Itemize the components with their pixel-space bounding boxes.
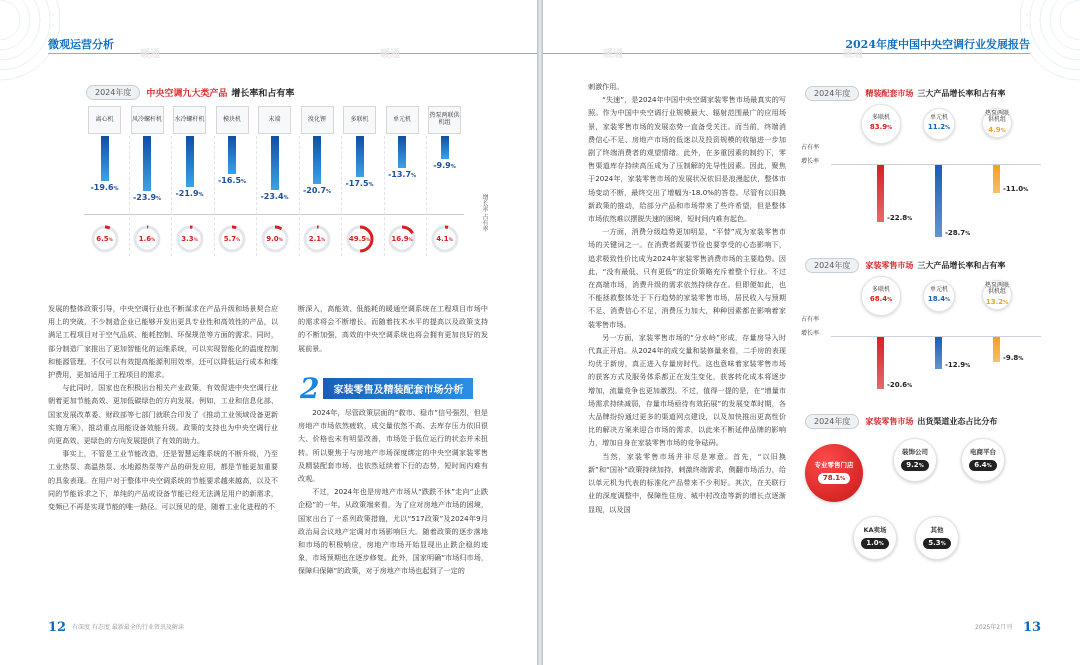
- axis-line: [84, 214, 464, 215]
- growth-bar: [993, 337, 1000, 362]
- share-ring: [90, 224, 120, 254]
- growth-label: [340, 179, 380, 188]
- share-pill: [984, 126, 1009, 136]
- category-label: 热泵两联供机组: [428, 106, 461, 134]
- growth-value-label: [945, 229, 970, 237]
- share-axis-label: 占有率: [801, 144, 820, 151]
- chart-title-black: 三大产品增长率和占有率: [917, 88, 1006, 98]
- chart-title-red: 家装零售市场: [865, 260, 914, 270]
- year-tag: 2024年度: [805, 414, 859, 429]
- category-label: 溴化锂: [301, 106, 334, 134]
- share-ring: [302, 224, 332, 254]
- paragraph: 不过，2024年也是房地产市场从“跌跌不休”走向“止跌企稳”的一年。从政策端来看，为了应对房地产市场的困境，国家出台了一系列政策措施，尤以“517政策”及2024年9月政治局会议地产定调对市场影响巨大。随着政策的逐步落地和市场的积极响应，房地产市场开始显现出止跌企稳的迹象，市场预期也在逐步修复。此外，国家明确“市场归市场，保障归保障”的政策，对于房地产市场也起到了一定的: [298, 487, 488, 576]
- share-pill: [924, 295, 954, 305]
- channel-value: 78.1: [822, 473, 841, 482]
- growth-value: -13.7: [387, 169, 412, 179]
- product-circle: [861, 276, 901, 316]
- precision-market-chart: [801, 104, 1046, 244]
- percent-sign: %: [887, 297, 893, 304]
- share-value-wrap: [345, 224, 375, 254]
- chart-title-black: 出货渠道业态占比分布: [917, 416, 998, 426]
- growth-bar: [935, 337, 942, 369]
- column-divider: [341, 136, 342, 256]
- percent-sign: %: [108, 236, 113, 242]
- right-body-column: [588, 80, 786, 516]
- growth-value-label: [945, 361, 970, 369]
- percent-sign: %: [1018, 355, 1024, 362]
- percent-sign: %: [236, 236, 241, 242]
- share-ring: [132, 224, 162, 254]
- body-column-2-top: [298, 302, 488, 355]
- growth-value: -20.7: [302, 186, 327, 196]
- category-label: 末端: [258, 106, 291, 134]
- paragraph: 发展的整体政策引导，中央空调行业也不断谋求在产品升级和场景契合应用上的突破，不少制造企业已能够开发出更具专业性和高效性的产品，以满足工程项目对于空气品质、能耗控制、环保规范等方面的需求。同时，部分制造厂家推出了更加智能化的运维系统，可以实现智能化的温度控制和能源管理，不仅可以有效提高能源利用效率，还可以降低运行成本和维护费用，更加适用于工程项目的需求。: [48, 304, 278, 380]
- growth-label: [382, 170, 422, 179]
- percent-sign: %: [366, 236, 371, 242]
- growth-bar: [877, 337, 884, 389]
- growth-value: -17.5: [345, 178, 369, 188]
- share-ring: [260, 224, 290, 254]
- percent-sign: %: [278, 236, 283, 242]
- percent-sign: %: [156, 196, 162, 203]
- channel-pill: [923, 538, 950, 549]
- column-divider: [256, 136, 257, 256]
- channel-bubble: [893, 438, 937, 482]
- column-divider: [214, 136, 215, 256]
- percent-sign: %: [448, 236, 453, 242]
- axis-side-label: 增长率 占有率: [481, 194, 488, 232]
- product-circle: [923, 108, 955, 140]
- growth-value: -12.9: [945, 361, 966, 370]
- decorative-swirl-icon: [0, 0, 70, 120]
- growth-bar: [993, 165, 1000, 193]
- watermark: 暖通: [380, 49, 400, 60]
- growth-value-label: [887, 214, 912, 222]
- growth-value: -20.6: [887, 380, 908, 389]
- category-label: 单元机: [386, 106, 419, 134]
- percent-sign: %: [840, 475, 846, 482]
- growth-bar: [441, 136, 449, 159]
- paragraph: 2024年，尽管政策层面的“救市、稳市”信号强烈，但是房地产市场依然疲软，成交量依然不高、去库存压力依旧很大、价格也未有明显改善，市场处于低位运行的状态并未扭转。所以聚焦于与房地产市场深度绑定的中央空调家装零售及精装配套市场，也依然延续着下行的态势，短时间内难有改观。: [298, 408, 488, 484]
- channel-name: 专业零售门店: [814, 461, 854, 470]
- percent-sign: %: [411, 172, 417, 179]
- channel-bubble: [961, 438, 1005, 482]
- share-value-wrap: [175, 224, 205, 254]
- growth-label: [297, 186, 337, 195]
- share-value-wrap: [302, 224, 332, 254]
- product-circle: [982, 108, 1012, 138]
- chart-title-black: 增长率和占有率: [231, 88, 295, 99]
- growth-bar: [877, 165, 884, 222]
- channel-bubble: [915, 516, 959, 560]
- share-value: 83.9: [869, 123, 888, 132]
- channel-pill: [969, 460, 996, 471]
- growth-label: [255, 192, 295, 201]
- product-name: 多联机: [871, 113, 890, 121]
- growth-value: -28.7: [945, 228, 966, 237]
- product-name: 多联机: [871, 285, 890, 293]
- share-value: 11.2: [927, 123, 946, 132]
- channel-value: 1.0: [866, 538, 879, 547]
- share-value: 4.9: [988, 125, 1001, 134]
- growth-bar: [313, 136, 321, 184]
- share-value: 2.1: [308, 235, 322, 243]
- left-page: [0, 0, 537, 665]
- channel-value: 6.4: [974, 460, 987, 469]
- chart-title-red: 中央空调九大类产品: [146, 88, 228, 99]
- growth-value: -9.9: [433, 160, 451, 170]
- category-label: 离心机: [88, 106, 121, 134]
- share-ring: [345, 224, 375, 254]
- column-divider: [171, 136, 172, 256]
- chart-title-red: 家装零售市场: [865, 416, 914, 426]
- share-value: 4.1: [436, 235, 449, 243]
- category-label: 模块机: [216, 106, 249, 134]
- retail-chart-title: [805, 258, 1005, 272]
- percent-sign: %: [241, 179, 247, 186]
- share-value-wrap: [217, 224, 247, 254]
- share-value: 5.7: [223, 235, 237, 243]
- product-circle: [923, 280, 955, 312]
- growth-value: -22.8: [887, 214, 908, 222]
- growth-bar: [271, 136, 279, 190]
- paragraph: 另一方面，家装零售市场的“分水岭”形成，存量房导入时代真正开启。从2024年的成交量和装修量来看，二手房的表现均优于新房，真正进入存量房时代。这也意味着家装零售市场的获客方式及服务体系都正在发生变化，获客转化成本将逐步增加，流量竞争也更加激烈。不过，值得一提的是，在“增量市场需求持续减弱，存量市场亟待有效拓展”的发展变革时期，各大品牌纷纷通过更多的渠道网点建设，以及加快推出更高性价比的解决方案来迎合市场的需求，以此来不断延伸品牌的影响力，增加自身在家装零售市场的竞争砝码。: [588, 332, 786, 448]
- percent-sign: %: [151, 236, 156, 242]
- column-divider: [129, 136, 130, 256]
- share-axis-label: 占有率: [801, 316, 820, 323]
- percent-sign: %: [965, 363, 971, 370]
- growth-label: [170, 189, 210, 198]
- growth-bar: [398, 136, 406, 168]
- paragraph: 当然，家装零售市场并非尽是寒意。首先，“以旧换新”和“国补”政策持续加持，刺激终端需求，侧翻市场活力，给以单元机为代表的标准化产品带来不少利好。其次，在关联行业的深度调整中，保障性住房、城中村改造等新的增长点逐渐显现，以及国: [588, 451, 786, 514]
- category-label: 风冷螺杆机: [131, 106, 164, 134]
- percent-sign: %: [945, 297, 951, 304]
- year-tag: 2024年度: [86, 85, 140, 100]
- growth-value: -19.6: [90, 183, 114, 193]
- section-title: 家装零售及精装配套市场分析: [323, 378, 473, 399]
- growth-value: -23.9: [132, 193, 157, 203]
- column-divider: [299, 136, 300, 256]
- percent-sign: %: [1003, 299, 1009, 306]
- page-number: 13: [1023, 620, 1042, 635]
- growth-bar: [935, 165, 942, 237]
- growth-axis-label: 增长率: [801, 158, 820, 165]
- share-value-wrap: [260, 224, 290, 254]
- percent-sign: %: [940, 540, 946, 547]
- chart1-title: [86, 84, 294, 100]
- channel-distribution-chart: [801, 432, 1046, 572]
- percent-sign: %: [918, 462, 924, 469]
- growth-bar: [228, 136, 236, 174]
- share-value: 13.2: [985, 297, 1004, 306]
- precision-chart-title: [805, 86, 1005, 100]
- share-pill: [924, 123, 954, 133]
- share-value: 49.5: [348, 235, 367, 243]
- percent-sign: %: [198, 191, 204, 198]
- paragraph: 一方面，消费分级趋势更加明显，“平替”成为家装零售市场的关键词之一。在消费者既要节俭也要享受的心态影响下，追求极致性价比成为2024年家装零售消费市场的主要趋势。因此，“没有最低、只有更低”的定价策略充斥着整个行业。不过在高端市场，消费升级的需求依然持续存在。但即便如此，也不能拯救整体处于下行趋势的家装零售市场，居民收入与预期不足、消费信心不足，消费压力加大，种种因素都在影响着家装零售市场。: [588, 227, 786, 329]
- share-value-wrap: [132, 224, 162, 254]
- channel-name: 其他: [930, 526, 944, 535]
- growth-axis-label: 增长率: [801, 330, 820, 337]
- percent-sign: %: [283, 195, 289, 202]
- page-number: 12: [48, 620, 67, 635]
- share-value: 16.9: [391, 235, 409, 243]
- share-value: 3.3: [181, 235, 194, 243]
- retail-market-chart: [801, 276, 1046, 406]
- channel-name: 装饰公司: [902, 448, 928, 457]
- growth-value: -9.8: [1003, 353, 1019, 362]
- watermark: 暖通: [603, 49, 623, 60]
- category-label: 多联机: [343, 106, 376, 134]
- year-tag: 2024年度: [805, 258, 859, 273]
- growth-value: -23.4: [260, 192, 284, 202]
- product-name: 热泵两联供机组: [984, 109, 1009, 124]
- product-name: 热泵两联供机组: [984, 281, 1009, 296]
- percent-sign: %: [907, 216, 913, 222]
- percent-sign: %: [450, 163, 456, 170]
- column-divider: [384, 136, 385, 256]
- product-name: 单元机: [929, 113, 948, 121]
- percent-sign: %: [887, 125, 893, 132]
- growth-value-label: [1003, 185, 1028, 193]
- right-page: [543, 0, 1080, 665]
- category-label: 水冷螺杆机: [173, 106, 206, 134]
- channel-value: 5.3: [928, 538, 941, 547]
- share-value: 18.4: [927, 295, 946, 304]
- paragraph: 与此同时，国家也在积极出台相关产业政策，有效促进中央空调行业朝着更加节能高效、更加低碳绿色的方向发展。例如，工业和信息化部、国家发展改革委、财政部等七部门就联合印发了《推动工业领域设备更新实施方案》，推动重点用能设备效能升级。政策的支持也为中央空调行业向更高效、更绿色的方向发展提供了有效的助力。: [48, 383, 278, 446]
- percent-sign: %: [408, 236, 413, 242]
- growth-bar: [356, 136, 364, 177]
- share-value: 1.6: [138, 235, 152, 243]
- share-pill: [982, 298, 1012, 308]
- share-value: 9.0: [266, 235, 279, 243]
- paragraph: “失速”，是2024年中国中央空调家装零售市场最真实的写照。作为中国中央空调行业规模最大、辐射范围最广的应用场景，家装零售市场的发展态势一直备受关注。而当前，终端消费信心不足、房地产市场的低迷以及投资规模的收缩进一步加剧了终端消费者的观望情绪。此外，在多重因素的制约下，零售渠道库存持续高压成为了压制解的先导性因素。因此，聚焦于2024年，家装零售市场的发展状况依旧是浪漫起伏，整体市场变动不断，最终交出了增幅为-18.0%的答卷。尽管有以旧换新政策的推动，给部分产品和市场带来了些许希望，但是整体市场依然难以摆脱失速的困境，短时间内难有起色。: [588, 95, 786, 224]
- nine-category-chart: [84, 106, 488, 261]
- chart-title-black: 三大产品增长率和占有率: [917, 260, 1006, 270]
- watermark: 暖通: [843, 49, 863, 60]
- growth-label: [212, 176, 252, 185]
- percent-sign: %: [878, 540, 884, 547]
- paragraph: 事实上，不管是工业节能改造，还是智慧运维系统的不断升级，乃至工业热泵、高温热泵、水地源热泵等产品的研发应用，都是节能更加重要的具象表现。在用户对于整体中央空调系统的节能要求越来越高，以及不同的节能诉求之下，单纯的产品或设备节能已经无法满足用户的新需求，变频已不再是实现节能的唯一路径。可以预见的是，随着工业化进程的不: [48, 449, 278, 512]
- channel-pill: [818, 473, 850, 484]
- percent-sign: %: [113, 186, 119, 193]
- section-number: 2: [300, 372, 320, 405]
- percent-sign: %: [321, 236, 326, 242]
- share-ring: [430, 224, 460, 254]
- channel-name: KA卖场: [863, 526, 887, 535]
- share-value-wrap: [430, 224, 460, 254]
- report-header: 2024年度中国中央空调行业发展报告: [845, 38, 1030, 51]
- percent-sign: %: [907, 382, 913, 389]
- chart-title-red: 精装配套市场: [865, 88, 914, 98]
- share-value-wrap: [90, 224, 120, 254]
- channel-bubble: [853, 516, 897, 560]
- percent-sign: %: [193, 236, 198, 242]
- paragraph: 刺激作用。: [588, 82, 624, 91]
- product-circle: [861, 104, 901, 144]
- growth-value-label: [1003, 354, 1023, 362]
- growth-label: [127, 193, 167, 202]
- share-pill: [866, 123, 896, 133]
- growth-label: [425, 161, 465, 170]
- year-tag: 2024年度: [805, 86, 859, 101]
- growth-bar: [186, 136, 194, 187]
- decorative-swirl-icon: [1010, 0, 1080, 120]
- share-ring: [387, 224, 417, 254]
- channel-name: 电商平台: [970, 448, 996, 457]
- column-divider: [426, 136, 427, 256]
- product-name: 单元机: [929, 285, 948, 293]
- percent-sign: %: [986, 462, 992, 469]
- growth-value: -16.5: [217, 176, 242, 186]
- percent-sign: %: [368, 181, 374, 188]
- growth-value-label: [887, 381, 912, 389]
- percent-sign: %: [1023, 186, 1029, 193]
- channel-value: 9.2: [906, 460, 919, 469]
- growth-value: -21.9: [175, 188, 199, 198]
- percent-sign: %: [965, 230, 971, 237]
- share-value: 6.5: [96, 235, 109, 243]
- channel-bubble: [805, 444, 863, 502]
- section-header: 微观运营分析: [48, 38, 114, 51]
- percent-sign: %: [945, 125, 951, 132]
- share-ring: [175, 224, 205, 254]
- share-ring: [217, 224, 247, 254]
- header-rule: [48, 53, 537, 54]
- percent-sign: %: [326, 189, 332, 196]
- growth-label: [85, 183, 125, 192]
- body-column-1: [48, 302, 278, 513]
- channel-pill: [901, 460, 928, 471]
- channel-chart-title: [805, 414, 997, 428]
- page-footer: 有深度 有态度 最新最全的行业资讯及解读: [72, 624, 184, 631]
- channel-pill: [861, 538, 888, 549]
- percent-sign: %: [1000, 127, 1006, 134]
- page-footer: 2025年2月刊: [975, 624, 1013, 631]
- body-column-2: [298, 406, 488, 578]
- growth-bar: [101, 136, 109, 181]
- product-circle: [982, 280, 1012, 310]
- share-value-wrap: [387, 224, 417, 254]
- growth-bar: [143, 136, 151, 191]
- section-heading: [300, 372, 473, 405]
- paragraph: 断深入，高能效、低能耗的暖通空调系统在工程项目市场中的需求将会不断增长。而随着技术水平的提高以及政策支持的不断加强，高效的中央空调系统也将会拥有更加良好的发展前景。: [298, 304, 488, 353]
- share-value: 68.4: [869, 295, 888, 304]
- share-pill: [866, 295, 896, 305]
- watermark: 暖通: [140, 49, 160, 60]
- growth-value: -11.0: [1003, 184, 1024, 193]
